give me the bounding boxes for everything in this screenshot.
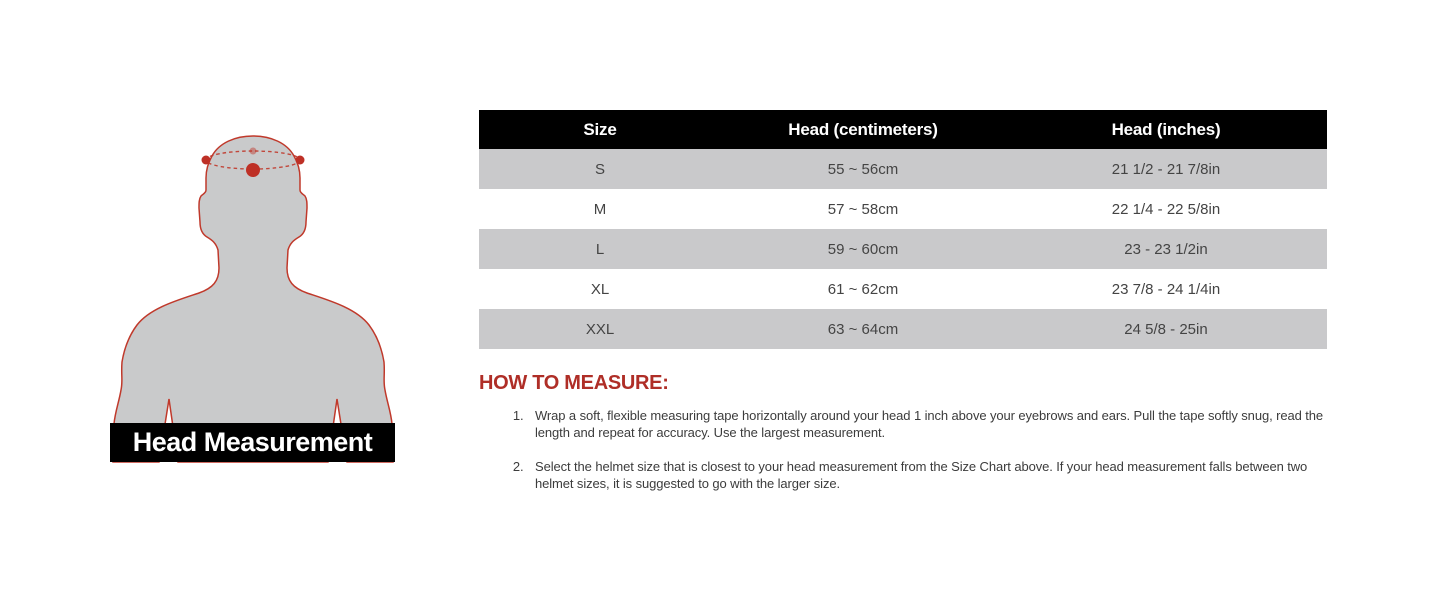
measure-step: 1. Wrap a soft, flexible measuring tape horizontally around your head 1 inch above your eyebrows and ears. Pull the tape softly snug, read the length and repeat for accuracy. Use the largest measurement. bbox=[527, 407, 1341, 441]
head-measurement-figure bbox=[110, 133, 395, 463]
column-header: Head (centimeters) bbox=[721, 110, 1005, 149]
table-cell: 57 ~ 58cm bbox=[827, 200, 899, 218]
table-cell: 22 1/4 - 22 5/8in bbox=[1111, 200, 1221, 218]
table-row bbox=[479, 309, 1327, 349]
table-cell: 63 ~ 64cm bbox=[827, 320, 899, 338]
tape-dot-back bbox=[250, 148, 257, 155]
table-cell: 59 ~ 60cm bbox=[827, 240, 899, 258]
size-chart-table bbox=[479, 110, 1327, 349]
table-cell: XXL bbox=[585, 320, 615, 338]
column-header: Size bbox=[479, 110, 721, 149]
body-silhouette bbox=[113, 136, 393, 462]
table-cell: 23 7/8 - 24 1/4in bbox=[1111, 280, 1221, 298]
measure-step: 2. Select the helmet size that is closest to your head measurement from the Size Chart above. If your head measurement falls between two helmet sizes, it is suggested to go with the larger size. bbox=[527, 458, 1341, 492]
table-cell: 61 ~ 62cm bbox=[827, 280, 899, 298]
how-to-measure-section bbox=[479, 372, 1341, 509]
table-cell: XL bbox=[590, 280, 610, 298]
column-header: Head (inches) bbox=[1005, 110, 1327, 149]
size-chart-header-row bbox=[479, 110, 1327, 149]
tape-dot-front bbox=[246, 163, 260, 177]
figure-caption-banner bbox=[110, 423, 395, 462]
measure-steps-list bbox=[479, 407, 1341, 492]
size-chart-body bbox=[479, 149, 1327, 349]
table-cell: L bbox=[595, 240, 605, 258]
table-row bbox=[479, 269, 1327, 309]
table-row bbox=[479, 189, 1327, 229]
tape-dot-right bbox=[296, 156, 305, 165]
table-cell: M bbox=[593, 200, 607, 218]
body-silhouette-illustration bbox=[110, 133, 395, 463]
tape-dot-left bbox=[202, 156, 211, 165]
table-cell: 55 ~ 56cm bbox=[827, 160, 899, 178]
table-cell: 21 1/2 - 21 7/8in bbox=[1111, 160, 1221, 178]
figure-caption-text: Head Measurement bbox=[132, 427, 373, 457]
table-cell: 24 5/8 - 25in bbox=[1124, 320, 1208, 338]
how-to-measure-heading: HOW TO MEASURE: bbox=[479, 372, 669, 394]
table-cell: 23 - 23 1/2in bbox=[1124, 240, 1208, 258]
table-cell: S bbox=[594, 160, 605, 178]
table-row bbox=[479, 149, 1327, 189]
table-row bbox=[479, 229, 1327, 269]
